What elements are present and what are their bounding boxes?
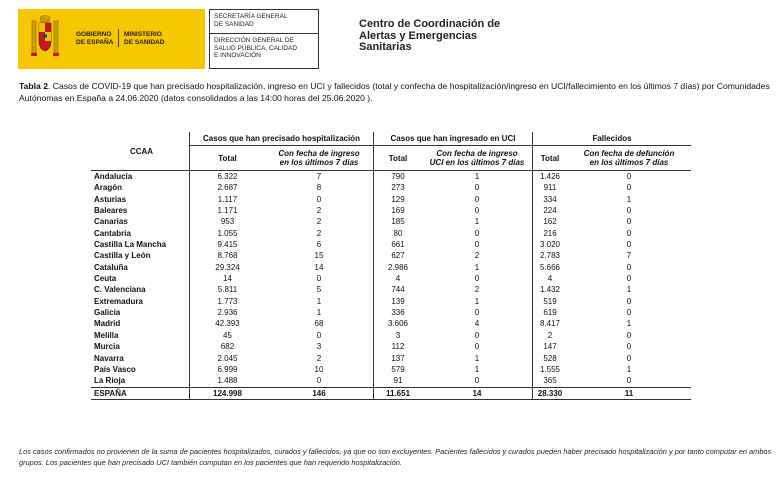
table-row [91,284,691,295]
hosp-7d-cell: 15 [265,250,374,261]
uci-7d-cell: 0 [422,341,533,352]
group-header-fallecidos: Fallecidos [533,132,692,146]
uci-total-cell: 91 [393,376,403,386]
hosp-total-cell: 45 [223,330,232,340]
hosp-total-cell: 1.773 [217,296,238,306]
hosp-7d-cell: 10 [265,364,374,375]
table-row [91,262,691,273]
uci-total-cell: 80 [393,228,403,238]
total-uci-total-cell: 11.651 [374,387,423,399]
hosp-7d-cell: 2 [265,228,374,239]
secretariat-box [209,9,319,69]
fall-7d-cell: 0 [626,183,632,193]
sub-header-uci-7d [422,146,533,171]
ccaa-cell: Castilla La Mancha [91,239,190,250]
total-fall-total-cell: 28.330 [533,387,568,399]
fall-total-cell: 5.666 [539,262,561,272]
table-header-row-1 [91,132,691,146]
ccaa-cell: La Rioja [91,375,190,387]
fall-total-cell: 3.020 [539,240,561,250]
uci-total-cell: 3.606 [387,319,409,329]
table-total-row [91,387,691,399]
center-title [359,19,500,54]
government-name [76,31,113,46]
fall-total-cell: 519 [543,296,557,306]
sub-uci-7d-line-2: UCI en los últimos 7 días [429,158,525,167]
hosp-total-cell: 1.055 [217,228,238,238]
center-title-line-2: Alertas y Emergencias [359,29,478,42]
uci-total-cell: 273 [391,183,405,193]
uci-total-cell: 661 [391,240,405,250]
fall-7d-cell: 0 [626,308,632,318]
fall-7d-cell: 0 [626,376,632,386]
hosp-total-cell: 2.936 [217,308,238,318]
ccaa-cell: Murcia [91,341,190,352]
uci-7d-cell: 0 [422,205,533,216]
hosp-7d-cell: 0 [265,273,374,284]
table-caption [19,80,774,104]
uci-7d-cell: 1 [422,353,533,364]
hosp-total-cell: 1.117 [217,194,238,204]
hosp-7d-cell: 68 [265,318,374,329]
uci-7d-cell: 0 [422,228,533,239]
group-header-hosp: Casos que han precisado hospitalización [190,132,374,146]
hosp-total-cell: 6.999 [217,364,238,374]
fall-total-cell: 8.417 [539,319,561,329]
table-row [91,330,691,341]
hosp-total-cell: 5.811 [217,285,238,295]
table-row [91,194,691,205]
ccaa-cell: Navarra [91,353,190,364]
hosp-total-cell: 42.393 [215,319,240,329]
table-row [91,318,691,329]
uci-7d-cell: 1 [422,262,533,273]
hosp-7d-cell: 0 [265,194,374,205]
ccaa-cell: Baleares [91,205,190,216]
gov-line-2: DE ESPAÑA [76,38,114,46]
ccaa-cell: Andalucía [91,171,190,183]
center-title-line-3: Sanitarias [359,41,412,53]
table-row [91,296,691,307]
ccaa-cell: Galicia [91,307,190,318]
hosp-7d-cell: 1 [265,296,374,307]
uci-7d-cell: 0 [422,273,533,284]
uci-7d-cell: 0 [422,330,533,341]
hosp-total-cell: 1.488 [217,376,238,386]
sub-hosp-7d-line-2: en los últimos 7 días [279,158,359,167]
uci-7d-cell: 0 [422,307,533,318]
uci-total-cell: 3 [395,330,401,340]
ccaa-cell: Castilla y León [91,250,190,261]
secretariat-bottom [210,34,318,63]
fall-7d-cell: 0 [626,330,632,340]
fall-total-cell: 216 [543,228,557,238]
hosp-7d-cell: 0 [265,330,374,341]
table-row [91,216,691,227]
caption-label: Tabla 2 [19,81,48,91]
uci-7d-cell: 4 [422,318,533,329]
sub-fall-7d-line-2: en los últimos 7 días [589,158,669,167]
fall-total-cell: 224 [543,206,557,216]
hosp-7d-cell: 14 [265,262,374,273]
uci-total-cell: 139 [391,296,405,306]
fall-7d-cell: 1 [626,194,632,204]
total-hosp-total-cell: 124.998 [190,387,266,399]
table-row [91,250,691,261]
fall-total-cell: 4 [547,274,553,284]
table-row [91,205,691,216]
ccaa-cell: País Vasco [91,364,190,375]
caption-text: . Casos de COVID-19 que han precisado hospitalización, ingreso en UCI y fallecidos (total y confecha de hospitalización/ingreso en UCI/fallecimiento en los últimos 7 días) por Comunidades Autónomas en España a 24.06.2020 (datos consolidados a las 14:00 horas del 25.06.2020 ). [19,81,770,103]
table-row [91,228,691,239]
hosp-7d-cell: 8 [265,182,374,193]
fall-7d-cell: 0 [626,228,632,238]
uci-total-cell: 112 [391,342,405,352]
ccaa-cell: C. Valenciana [91,284,190,295]
government-logo [18,9,205,69]
uci-total-cell: 336 [391,308,405,318]
ccaa-cell: Cantabria [91,228,190,239]
total-uci-7d-cell: 14 [422,387,533,399]
uci-7d-cell: 1 [422,216,533,227]
fall-7d-cell: 1 [626,364,632,374]
hosp-total-cell: 14 [223,274,232,284]
ccaa-header: CCAA [91,132,190,171]
sub-hosp-7d-line-1: Con fecha de ingreso [278,149,360,158]
sec-bottom-line-3: E INNOVACIÓN [214,52,261,59]
ministry-name [124,31,164,46]
fall-7d-cell: 0 [626,342,632,352]
uci-total-cell: 2.986 [387,262,409,272]
hosp-7d-cell: 2 [265,216,374,227]
total-hosp-7d-cell: 146 [265,387,374,399]
fall-total-cell: 528 [543,353,557,363]
ccaa-cell: Cataluña [91,262,190,273]
min-line-1: MINISTERIO [124,31,162,38]
sub-fall-7d-line-1: Con fecha de defunción [583,149,675,158]
table-row [91,182,691,193]
hosp-total-cell: 682 [220,342,235,352]
sub-header-hosp-total: Total [218,153,237,163]
uci-total-cell: 185 [391,217,405,227]
hosp-7d-cell: 2 [265,205,374,216]
sec-top-line-2: DE SANIDAD [214,20,254,28]
secretariat-top [210,10,318,34]
uci-7d-cell: 2 [422,284,533,295]
uci-7d-cell: 1 [422,296,533,307]
uci-7d-cell: 0 [422,182,533,193]
hosp-total-cell: 953 [220,217,235,227]
fall-total-cell: 162 [543,217,557,227]
ccaa-cell: Ceuta [91,273,190,284]
fall-7d-cell: 0 [626,262,632,272]
uci-total-cell: 169 [391,206,405,216]
hosp-7d-cell: 6 [265,239,374,250]
ccaa-cell: Canarias [91,216,190,227]
fall-7d-cell: 0 [626,240,632,250]
uci-7d-cell: 1 [422,364,533,375]
fall-total-cell: 619 [543,308,557,318]
ccaa-cell: Madrid [91,318,190,329]
sub-header-fall-total: Total [540,153,560,163]
total-fall-7d-cell: 11 [567,387,691,399]
uci-total-cell: 129 [391,194,405,204]
hosp-total-cell: 6.322 [217,172,238,181]
uci-7d-cell: 0 [422,194,533,205]
fall-7d-cell: 0 [626,353,632,363]
table-row [91,239,691,250]
hosp-total-cell: 29.324 [215,262,240,272]
sub-header-uci-total: Total [388,153,408,163]
sub-uci-7d-line-1: Con fecha de ingreso [436,149,518,158]
fall-total-cell: 2.783 [539,251,561,261]
total-ccaa-cell: ESPAÑA [91,387,190,399]
uci-total-cell: 790 [391,172,405,181]
fall-total-cell: 365 [543,376,557,386]
table-body [91,171,691,400]
coat-of-arms-icon [30,15,60,61]
gov-line-1: GOBIERNO [76,31,112,38]
fall-total-cell: 1.555 [539,364,561,374]
table-row [91,307,691,318]
sec-bottom-line-2: SALUD PÚBLICA, CALIDAD [214,44,298,52]
fall-7d-cell: 0 [626,217,632,227]
hosp-total-cell: 2.687 [217,183,238,193]
uci-7d-cell: 2 [422,250,533,261]
uci-total-cell: 744 [391,285,405,295]
hosp-total-cell: 9.415 [217,240,238,250]
center-title-line-1: Centro de Coordinación de [359,18,501,30]
hosp-total-cell: 2.045 [217,353,238,363]
fall-total-cell: 147 [543,342,557,352]
uci-total-cell: 4 [395,274,401,284]
uci-total-cell: 579 [391,364,405,374]
sub-header-hosp-7d [265,146,374,171]
sec-bottom-line-1: DIRECCIÓN GENERAL DE [214,37,294,44]
table-row [91,273,691,284]
fall-7d-cell: 7 [626,251,632,261]
fall-total-cell: 334 [543,194,557,204]
fall-total-cell: 1.426 [539,172,561,181]
hosp-7d-cell: 0 [265,375,374,387]
sub-header-fall-7d [567,146,691,171]
ccaa-cell: Melilla [91,330,190,341]
fall-total-cell: 1.432 [539,285,561,295]
fall-total-cell: 2 [547,330,553,340]
hosp-total-cell: 1.171 [217,206,238,216]
sec-top-line-1: SECRETARÍA GENERAL [214,13,288,20]
table-row [91,341,691,352]
logo-divider [118,29,119,47]
document-header [0,0,783,70]
group-header-uci: Casos que han ingresado en UCI [374,132,533,146]
covid-table [91,132,691,400]
table-row [91,375,691,387]
ccaa-cell: Asturias [91,194,190,205]
ccaa-cell: Aragón [91,182,190,193]
fall-7d-cell: 0 [626,296,632,306]
hosp-7d-cell: 3 [265,341,374,352]
ccaa-cell: Extremadura [91,296,190,307]
fall-7d-cell: 0 [626,206,632,216]
fall-7d-cell: 0 [626,172,632,181]
min-line-2: DE SANIDAD [124,38,165,46]
hosp-7d-cell: 2 [265,353,374,364]
uci-total-cell: 627 [391,251,405,261]
hosp-7d-cell: 5 [265,284,374,295]
fall-7d-cell: 0 [626,274,632,284]
uci-7d-cell: 0 [422,239,533,250]
table-row [91,171,691,183]
fall-7d-cell: 1 [626,319,632,329]
hosp-7d-cell: 7 [265,171,374,183]
uci-7d-cell: 1 [422,171,533,183]
table-row [91,353,691,364]
footnote: Los casos confirmados no provienen de la suma de pacientes hospitalizados, curados y fallecidos, ya que no son excluyentes. Pacientes fallecidos y curados pueden haber precisado hospitalización y por tanto computar en ambos grupos. Los pacientes que han precisado UCI también computan en los pacientes que han requerido hospitalización. [19,447,772,467]
fall-7d-cell: 1 [626,285,632,295]
hosp-7d-cell: 1 [265,307,374,318]
fall-total-cell: 911 [543,183,557,193]
uci-total-cell: 137 [391,353,405,363]
hosp-total-cell: 8.768 [217,251,238,261]
uci-7d-cell: 0 [422,375,533,387]
table-row [91,364,691,375]
